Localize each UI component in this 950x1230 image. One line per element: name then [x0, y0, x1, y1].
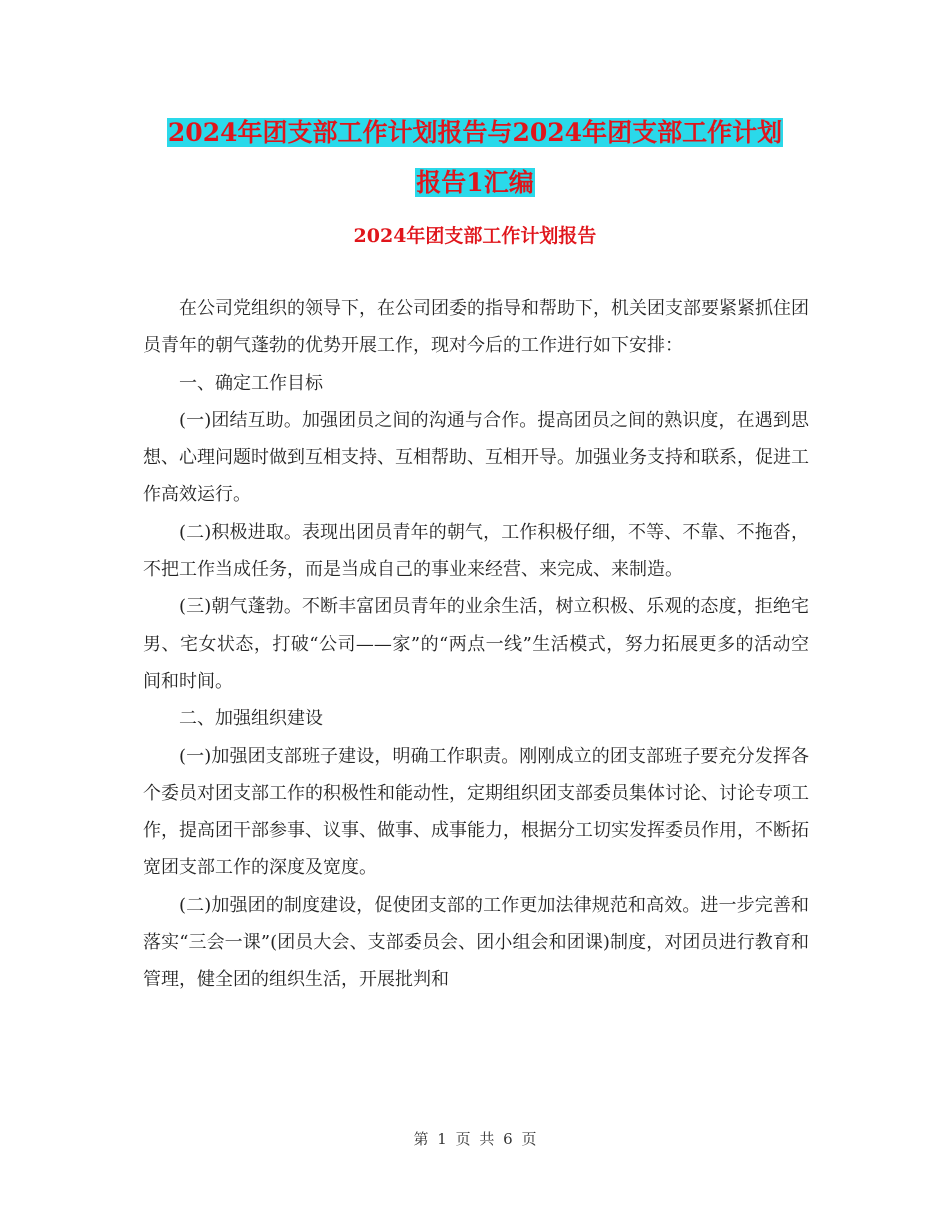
heading-organization: 二、加强组织建设: [179, 708, 323, 730]
section-title: 2024年团支部工作计划报告: [353, 225, 597, 247]
heading-work-goals: 一、确定工作目标: [179, 372, 323, 394]
paragraph-org-2: (二)加强团的制度建设，促使团支部的工作更加法律规范和高效。进一步完善和落实“三会一课”(团员大会、支部委员会、团小组会和团课)制度，对团员进行教育和管理，健全团的组织生活，开展批判和: [143, 894, 809, 991]
document-title: [130, 108, 820, 208]
paragraph-goal-3: (三)朝气蓬勃。不断丰富团员青年的业余生活，树立积极、乐观的态度，拒绝宅男、宅女状态，打破“公司——家”的“两点一线”生活模式，努力拓展更多的活动空间和时间。: [143, 596, 809, 692]
paragraph-goal-1: (一)团结互助。加强团员之间的沟通与合作。提高团员之间的熟识度，在遇到思想、心理问题时做到互相支持、互相帮助、互相开导。加强业务支持和联系，促进工作高效运行。: [143, 409, 809, 506]
document-body: [143, 290, 809, 999]
page-footer: 第 1 页 共 6 页: [413, 1130, 537, 1148]
document-title-line2: 报告1汇编: [416, 168, 534, 197]
paragraph-org-1: (一)加强团支部班子建设，明确工作职责。刚刚成立的团支部班子要充分发挥各个委员对团支部工作的积极性和能动性，定期组织团支部委员集体讨论、讨论专项工作，提高团干部参事、议事、做事、成事能力，根据分工切实发挥委员作用，不断拓宽团支部工作的深度及宽度。: [143, 745, 809, 879]
paragraph-goal-2: (二)积极进取。表现出团员青年的朝气，工作积极仔细，不等、不靠、不拖沓，不把工作当成任务，而是当成自己的事业来经营、来完成、来制造。: [143, 521, 809, 581]
paragraph-intro: 在公司党组织的领导下，在公司团委的指导和帮助下，机关团支部要紧紧抓住团员青年的朝气蓬勃的优势开展工作，现对今后的工作进行如下安排：: [143, 298, 809, 357]
document-title-line1: 2024年团支部工作计划报告与2024年团支部工作计划: [167, 118, 783, 147]
